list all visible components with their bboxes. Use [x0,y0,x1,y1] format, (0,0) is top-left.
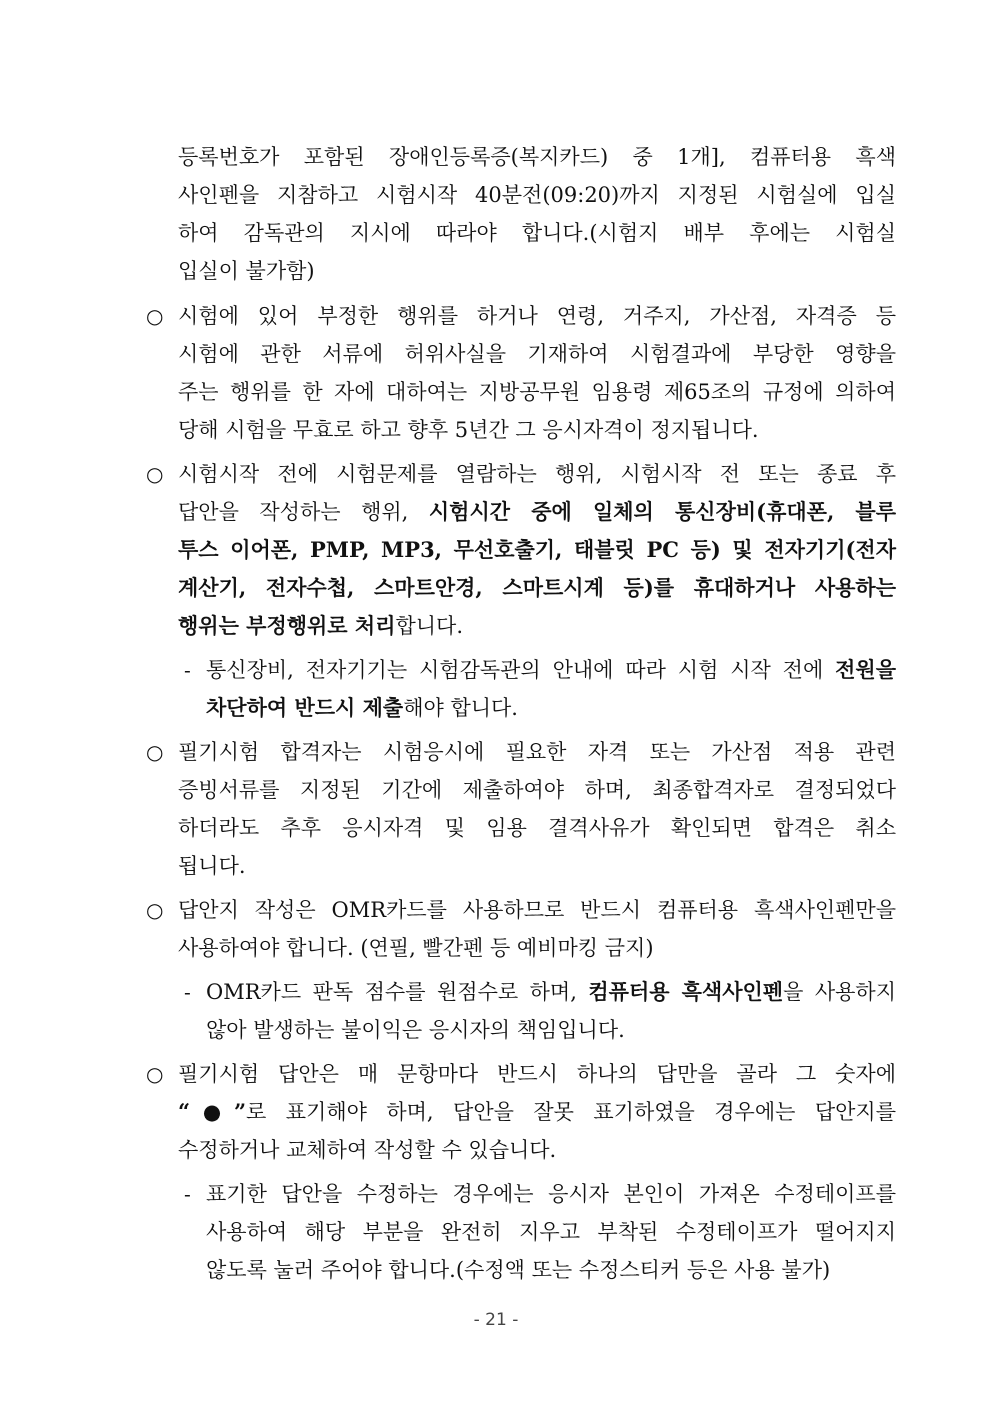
item1-line-1: 시험에 있어 부정한 행위를 하거나 연령, 거주지, 가산점, 자격증 등 [178,304,896,328]
dash-bullet: - [184,980,191,1004]
item2-sub-line-2-bold: 차단하여 반드시 제출 [206,695,404,720]
circle-bullet: ○ [146,898,164,922]
item5-line-1: 필기시험 답안은 매 문항마다 반드시 하나의 답만을 골라 그 숫자에 [178,1062,896,1086]
item5-sub-line-1: 표기한 답안을 수정하는 경우에는 응시자 본인이 가져온 수정테이프를 [206,1182,896,1206]
item2-line-5 [178,611,896,641]
item4-line-2: 사용하여야 합니다. (연필, 빨간펜 등 예비마킹 금지) [178,936,654,960]
circle-bullet: ○ [146,462,164,486]
circle-bullet: ○ [146,740,164,764]
item2-sub-line-1-plain: 통신장비, 전자기기는 시험감독관의 안내에 따라 시험 시작 전에 [206,658,836,682]
item5-line-2-bold: “●” [178,1099,247,1124]
item5-sub-line-2: 사용하여 해당 부분을 완전히 지우고 부착된 수정테이프가 떨어지지 [206,1220,896,1244]
item3-line-3: 하더라도 추후 응시자격 및 임용 결격사유가 확인되면 합격은 취소 [178,816,896,840]
item2-line-5-plain: 합니다. [395,614,464,638]
item4-sub-line-1-plain2: 을 사용하지 [783,980,896,1004]
item2-sub-line-1-bold: 전원을 [835,657,896,682]
continuation-line-2: 사인펜을 지참하고 시험시작 40분전(09:20)까지 지정된 시험실에 입실 [178,183,896,207]
continuation-line-4: 입실이 불가함) [178,259,315,283]
item4-sub-line-2: 않아 발생하는 불이익은 응시자의 책임입니다. [206,1018,625,1042]
continuation-line-3: 하여 감독관의 지시에 따라야 합니다.(시험지 배부 후에는 시험실 [178,221,896,245]
dash-bullet: - [184,658,191,682]
item5-line-2-plain: 로 표기해야 하며, 답안을 잘못 표기하였을 경우에는 답안지를 [246,1100,896,1124]
item2-sub-line-2 [206,693,896,723]
circle-bullet: ○ [146,304,164,328]
item5-sub-line-3: 않도록 눌러 주어야 합니다.(수정액 또는 수정스티커 등은 사용 불가) [206,1258,831,1282]
item5-line-3: 수정하거나 교체하여 작성할 수 있습니다. [178,1138,557,1162]
item2-line-5-bold: 행위는 부정행위로 처리 [178,613,396,638]
item4-line-1: 답안지 작성은 OMR카드를 사용하므로 반드시 컴퓨터용 흑색사인펜만을 [178,898,896,922]
item2-line-3: 투스 이어폰, PMP, MP3, 무선호출기, 태블릿 PC 등) 및 전자기기(전자 [178,537,896,562]
item3-line-1: 필기시험 합격자는 시험응시에 필요한 자격 또는 가산점 적용 관련 [178,740,896,764]
item3-line-2: 증빙서류를 지정된 기간에 제출하여야 하며, 최종합격자로 결정되었다 [178,778,896,802]
item1-line-4: 당해 시험을 무효로 하고 향후 5년간 그 응시자격이 정지됩니다. [178,418,759,442]
page-number: - 21 - [473,1310,519,1330]
item2-line-2 [178,497,896,527]
continuation-line-1: 등록번호가 포함된 장애인등록증(복지카드) 중 1개], 컴퓨터용 흑색 [178,145,896,169]
item4-sub-line-1-plain: OMR카드 판독 점수를 원점수로 하며, [206,980,589,1004]
item2-sub-line-1 [206,655,896,685]
item2-line-4: 계산기, 전자수첩, 스마트안경, 스마트시계 등)를 휴대하거나 사용하는 [178,575,896,600]
item4-sub-line-1 [206,977,896,1007]
item4-sub-line-1-bold: 컴퓨터용 흑색사인펜 [588,979,784,1004]
circle-bullet: ○ [146,1062,164,1086]
item3-line-4: 됩니다. [178,854,246,878]
item1-line-3: 주는 행위를 한 자에 대하여는 지방공무원 임용령 제65조의 규정에 의하여 [178,380,896,404]
item2-line-2-bold: 시험시간 중에 일체의 통신장비(휴대폰, 블루 [428,499,897,524]
item2-line-2-plain: 답안을 작성하는 행위, [178,500,429,524]
item5-line-2 [178,1097,896,1127]
item2-line-1: 시험시작 전에 시험문제를 열람하는 행위, 시험시작 전 또는 종료 후 [178,462,896,486]
item1-line-2: 시험에 관한 서류에 허위사실을 기재하여 시험결과에 부당한 영향을 [178,342,896,366]
dash-bullet: - [184,1182,191,1206]
item2-sub-line-2-plain: 해야 합니다. [403,696,518,720]
